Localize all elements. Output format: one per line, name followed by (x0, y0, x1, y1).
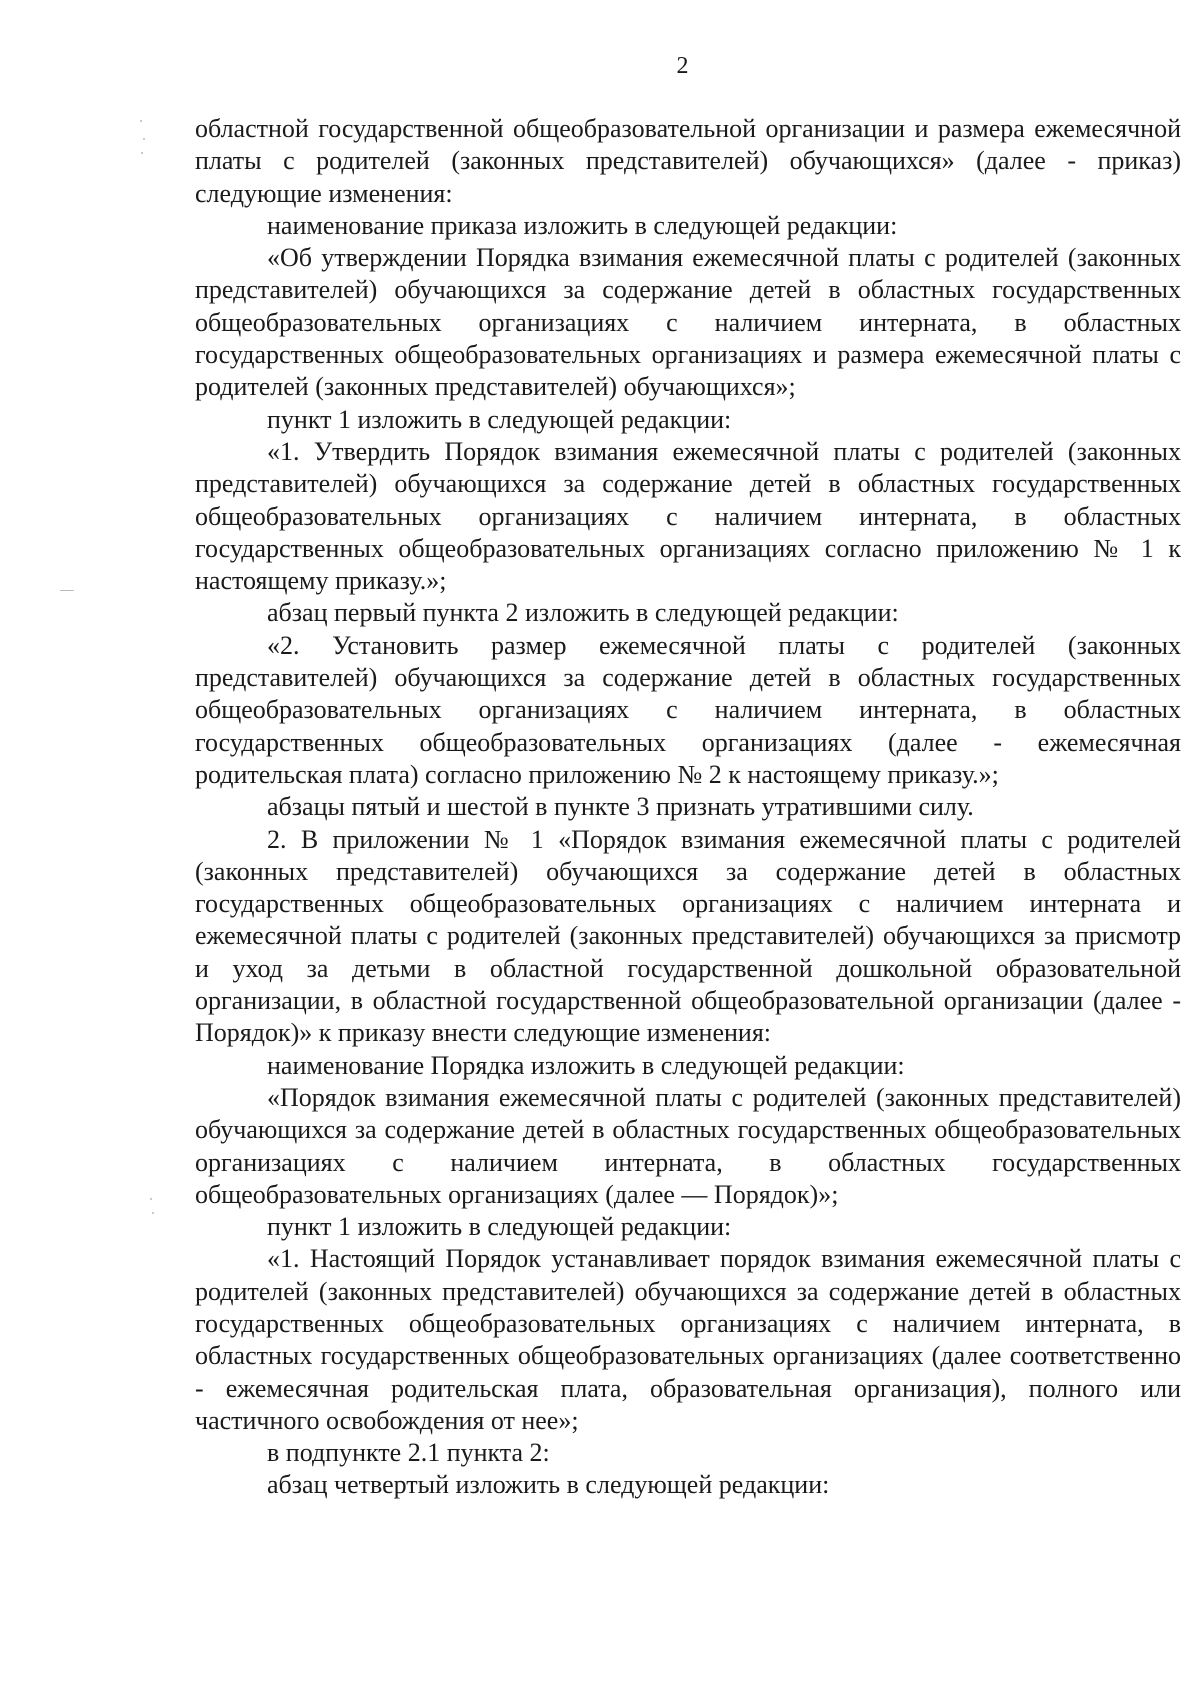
scan-artifact (140, 120, 142, 122)
paragraph-item1-instruction: пункт 1 изложить в следующей редакции: (267, 404, 732, 434)
paragraph-item3-void: абзацы пятый и шестой в пункте 3 признать утратившими силу. (267, 792, 974, 822)
scan-artifact (60, 590, 74, 591)
paragraph-procedure-item1-text: «1. Настоящий Порядок устанавливает порядок взимания ежемесячной платы с родителей (законных представителей) обучающихся за содержание детей в областных государственных общеобразовательных организациях с наличием интерната, в областных государственных общеобразовательных организациях (далее соответственно - ежемесячная родительская плата, образовательная организация), полного или частичного освобождения от нее»; (195, 1244, 1181, 1435)
paragraph-appendix-changes: 2. В приложении № 1 «Порядок взимания ежемесячной платы с родителей (законных представителей) обучающихся за содержание детей в областных государственных общеобразовательных организациях с наличием интерната и ежемесячной платы с родителей (законных представителей) обучающихся за присмотр и уход за детьми в областной государственной дошкольной образовательной организации, в областной государственной общеобразовательной организации (далее - Порядок)» к приказу внести следующие изменения: (195, 824, 1181, 1048)
paragraph-order-title-instruction: наименование приказа изложить в следующей редакции: (267, 210, 898, 240)
paragraph-item2-instruction: абзац первый пункта 2 изложить в следующей редакции: (267, 598, 899, 628)
document-body (195, 113, 1181, 1502)
scan-artifact (152, 1212, 154, 1214)
paragraph-procedure-title-instruction: наименование Порядка изложить в следующей редакции: (267, 1050, 905, 1080)
scan-artifact (143, 138, 145, 140)
paragraph-subitem-2-1: в подпункте 2.1 пункта 2: (267, 1438, 550, 1468)
paragraph-continuation: областной государственной общеобразовательной организации и размера ежемесячной платы с родителей (законных представителей) обучающихся» (далее - приказ) следующие изменения: (195, 114, 1181, 208)
scan-artifact (150, 1198, 152, 1200)
paragraph-order-title-text: «Об утверждении Порядка взимания ежемесячной платы с родителей (законных представителей) обучающихся за содержание детей в областных государственных общеобразовательных организациях с наличием интерната, в областных государственных общеобразовательных организациях и размера ежемесячной платы с родителей (законных представителей) обучающихся»; (195, 243, 1181, 402)
paragraph-fourth-abzac: абзац четвертый изложить в следующей редакции: (267, 1470, 830, 1500)
page-number: 2 (676, 53, 689, 79)
scan-artifact (141, 152, 143, 154)
paragraph-procedure-title-text: «Порядок взимания ежемесячной платы с родителей (законных представителей) обучающихся за содержание детей в областных государственных общеобразовательных организациях с наличием интерната, в областных государственных общеобразовательных организациях (далее — Порядок)»; (195, 1082, 1181, 1209)
paragraph-procedure-item1-instruction: пункт 1 изложить в следующей редакции: (267, 1212, 732, 1242)
paragraph-item2-text: «2. Установить размер ежемесячной платы с родителей (законных представителей) обучающихся за содержание детей в областных государственных общеобразовательных организациях с наличием интерната, в областных государственных общеобразовательных организациях (далее - ежемесячная родительская плата) согласно приложению № 2 к настоящему приказу.»; (195, 630, 1181, 789)
paragraph-item1-text: «1. Утвердить Порядок взимания ежемесячной платы с родителей (законных представителей) обучающихся за содержание детей в областных государственных общеобразовательных организациях с наличием интерната, в областных государственных общеобразовательных организациях согласно приложению № 1 к настоящему приказу.»; (195, 436, 1181, 596)
